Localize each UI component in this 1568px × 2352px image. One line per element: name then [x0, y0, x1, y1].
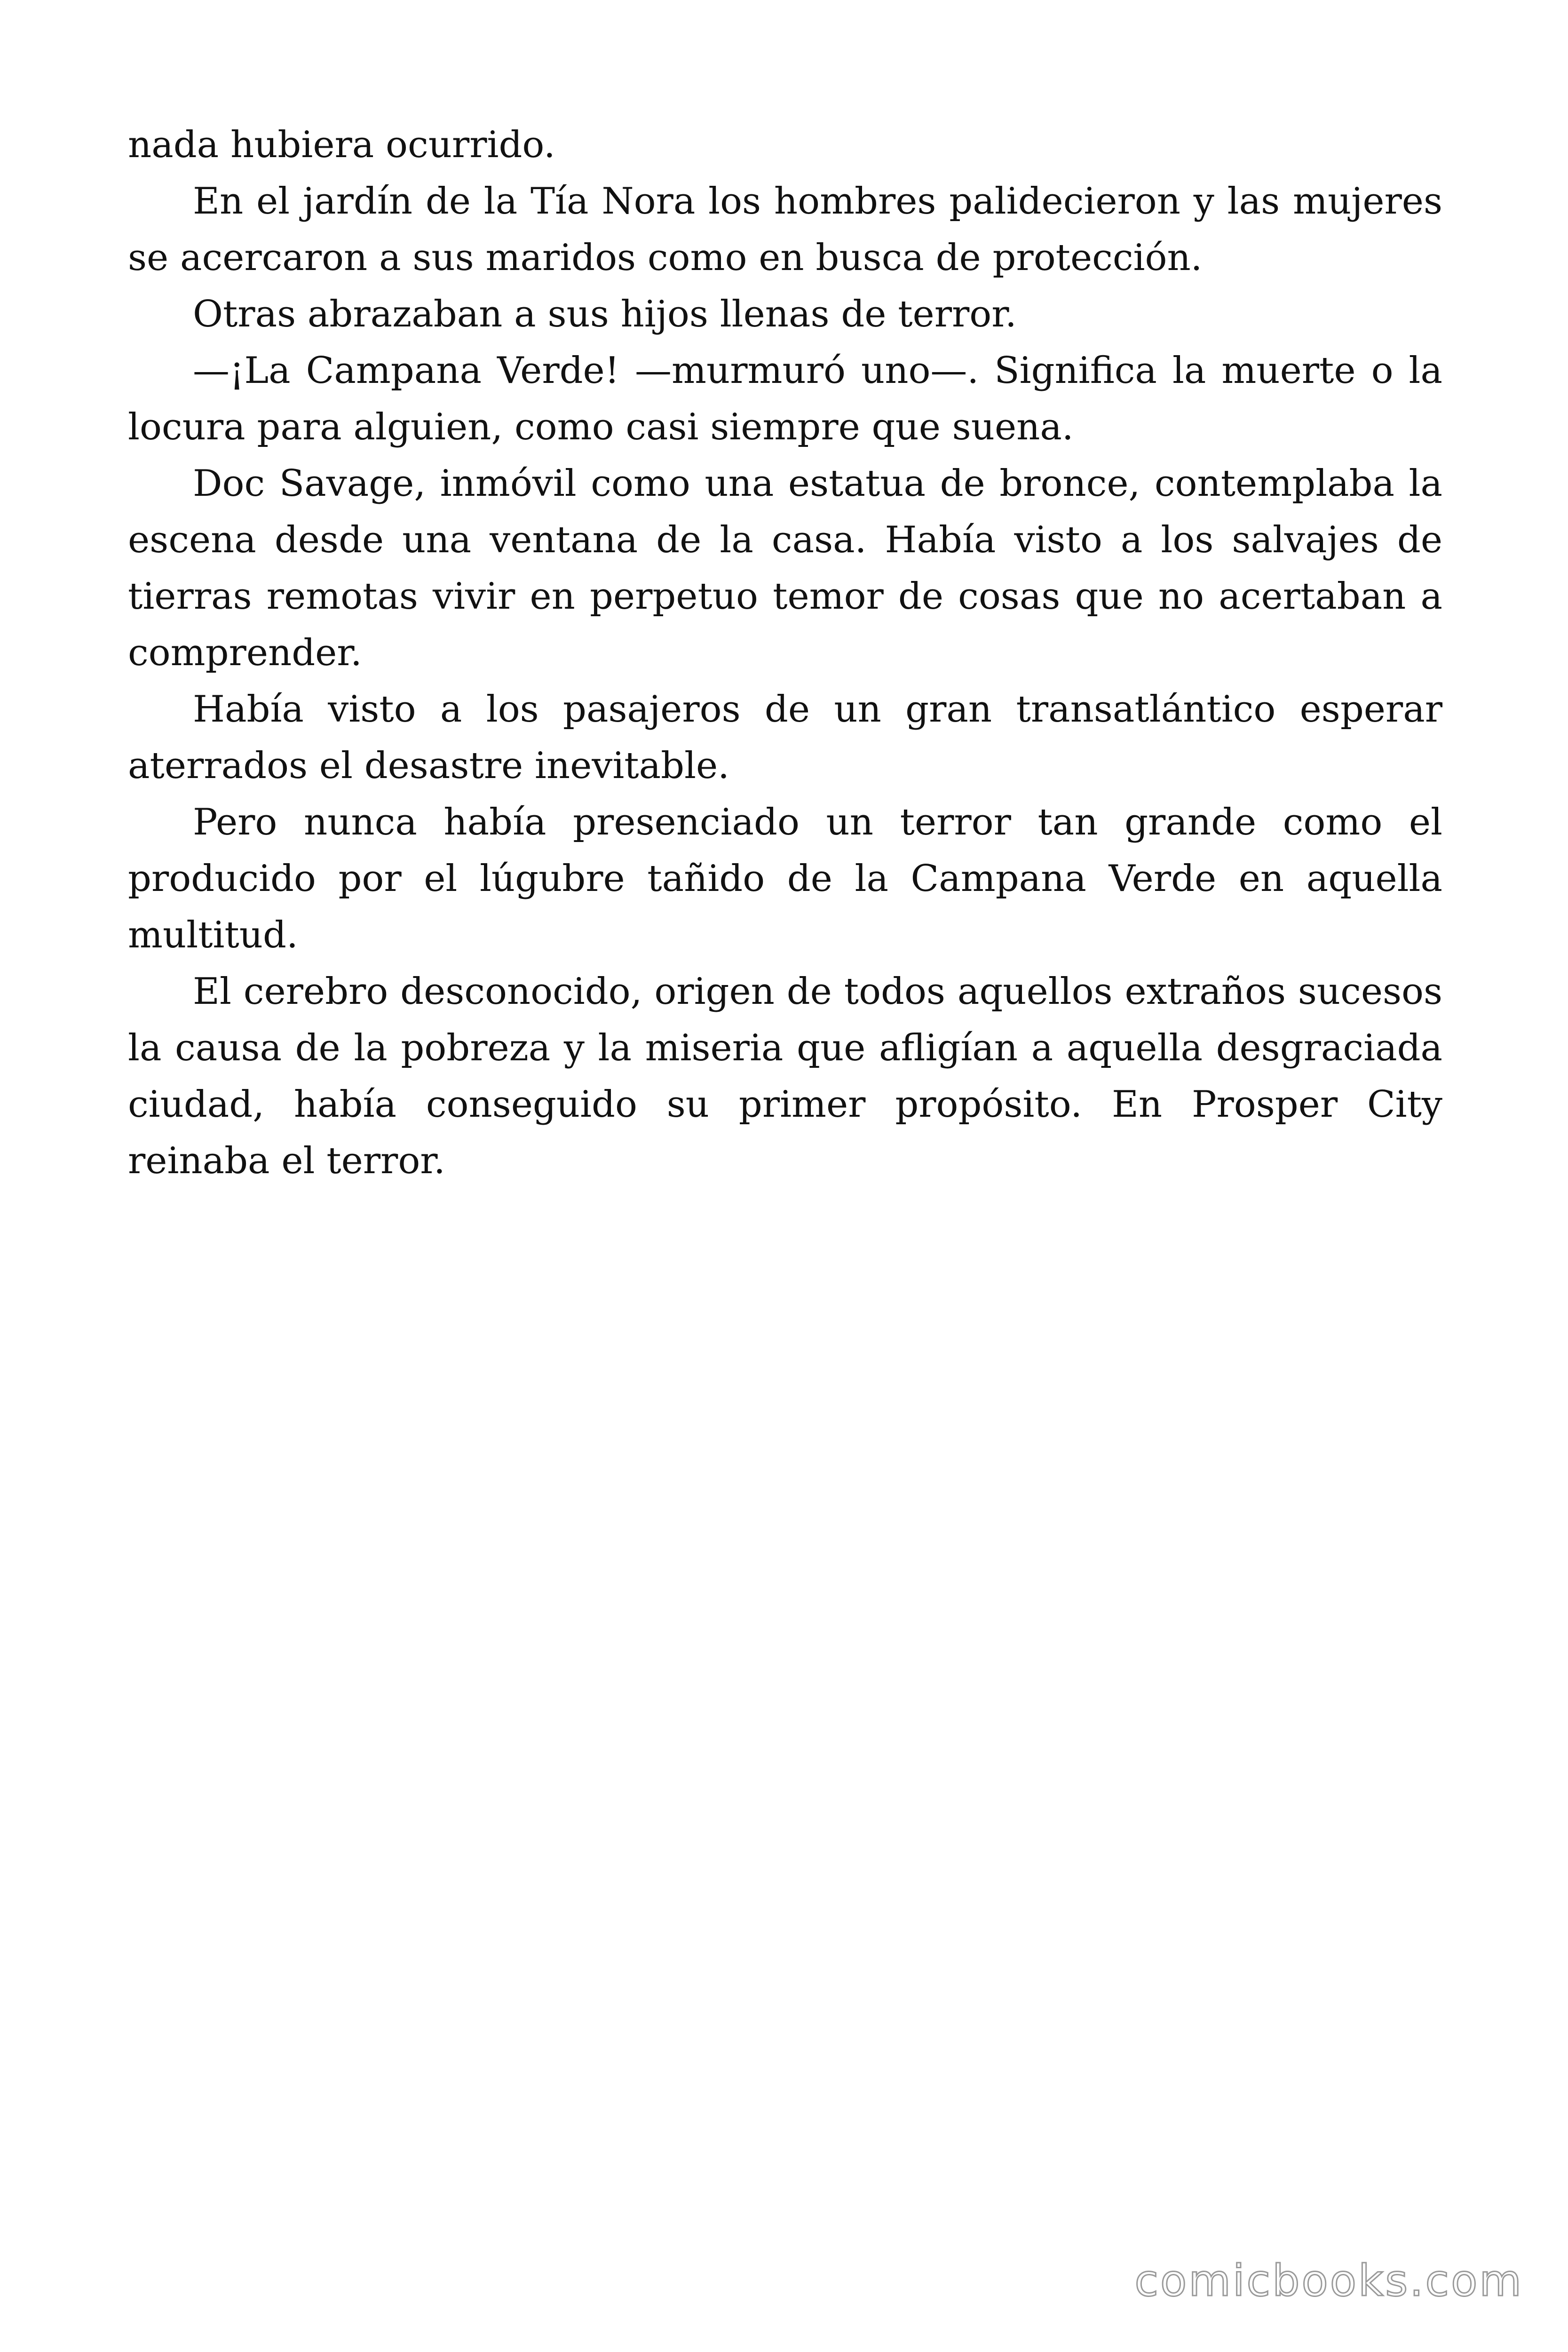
paragraph-3: Otras abrazaban a sus hijos llenas de terror.: [193, 293, 1017, 335]
paragraph-2: En el jardín de la Tía Nora los hombres palidecieron y las mujeres se acercaron a sus maridos como en busca de protección.: [128, 180, 1442, 279]
paragraph-1: nada hubiera ocurrido.: [128, 124, 555, 166]
watermark: comicbooks.com: [1134, 2256, 1523, 2306]
paragraph-7: Pero nunca había presenciado un terror tan grande como el producido por el lúgubre tañido de la Campana Verde en aquella multitud.: [128, 801, 1442, 956]
paragraph-5: Doc Savage, inmóvil como una estatua de bronce, contemplaba la escena desde una ventana de la casa. Había visto a los salvajes de tierras remotas vivir en perpetuo temor de cosas que no acertaban a comprender.: [128, 462, 1442, 674]
paragraph-6: Había visto a los pasajeros de un gran transatlántico esperar aterrados el desastre inevitable.: [128, 688, 1442, 787]
paragraph-8: El cerebro desconocido, origen de todos aquellos extraños sucesos la causa de la pobreza y la miseria que afligían a aquella desgraciada ciudad, había conseguido su primer propósito. En Prosper City reinaba el terror.: [128, 970, 1442, 1182]
paragraph-4: —¡La Campana Verde! —murmuró uno—. Significa la muerte o la locura para alguien, como casi siempre que suena.: [128, 350, 1442, 448]
body-text: [128, 117, 1442, 1189]
